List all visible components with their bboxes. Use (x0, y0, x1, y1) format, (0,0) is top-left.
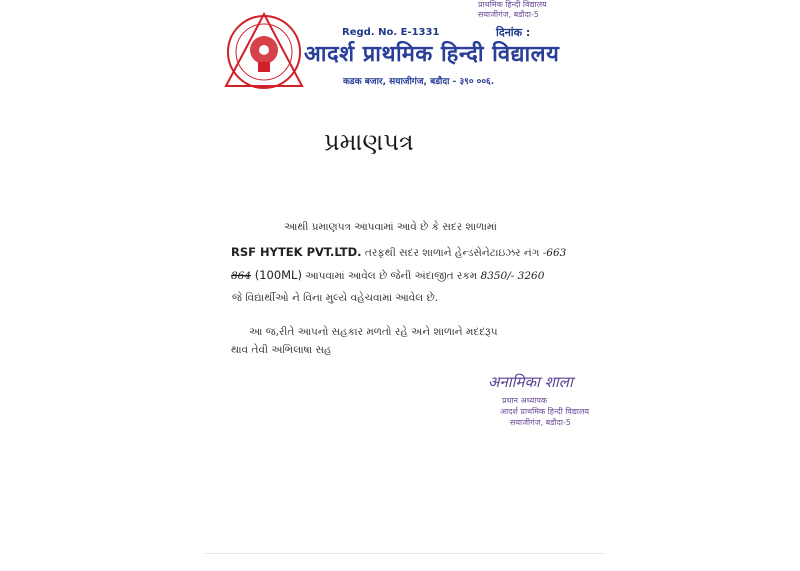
signature-stamp (482, 372, 597, 428)
registration-number: Regd. No. E-1331 (342, 27, 440, 38)
body-line-2-text: તરફથી સદર શાળાને હેન્ડસેનેટાઇઝર નંગ (361, 247, 540, 259)
signature-name: अनामिका शाला (488, 373, 573, 391)
body-line-4: જે વિદ્યાર્થીઓ ને વિના મુલ્યે વહેચવામાં આવેલ છે. (232, 292, 439, 304)
body-line-1: આથી પ્રમાણપત્ર આપવામાં આવે છે કે સદર શાળામાં (284, 221, 497, 233)
body-line-2 (231, 245, 566, 260)
date-label: दिनांक : (496, 26, 531, 39)
signature-org: आदर्श प्राथमिक हिन्दी विद्यालय (500, 407, 590, 416)
school-address: कडक बजार, सयाजीगंज, बडौदा - ३९० ००६. (343, 77, 495, 87)
sheet-edge (205, 553, 605, 554)
body-line-3 (231, 268, 544, 283)
top-stamp-line2: सयाजीगंज, बडौदा-5 (478, 10, 539, 19)
struck-quantity: 864 (231, 270, 252, 282)
signature-place: सयाजीगंज, बडौदा-5 (510, 418, 571, 427)
company-name: RSF HYTEK PVT.LTD. (231, 245, 362, 259)
body-line-5: આ જ,રીતે આપનો સહકાર મળતો રહે અને શાળાને મદદરૂપ (249, 326, 498, 338)
handwritten-quantity: -663 (539, 247, 567, 259)
top-rubber-stamp (478, 0, 588, 26)
school-name: आदर्श प्राथमिक हिन्दी विद्यालय (304, 42, 560, 67)
handwritten-amount: 8350/- 3260 (477, 270, 545, 282)
signature-role: प्रधान अध्यापक (502, 396, 548, 405)
school-seal-logo (222, 10, 306, 94)
pack-size: (100ML) (251, 268, 302, 282)
certificate-title: પ્રમાણપત્ર (324, 128, 414, 156)
top-stamp-line1: प्राथमिक हिन्दी विद्यालय (478, 0, 547, 9)
body-line-6: થાવ તેવી અભિલાષા સહ (231, 344, 332, 356)
body-line-3-text: આપવામાં આવેલ છે જેની અંદાજીત રકમ (301, 270, 478, 282)
